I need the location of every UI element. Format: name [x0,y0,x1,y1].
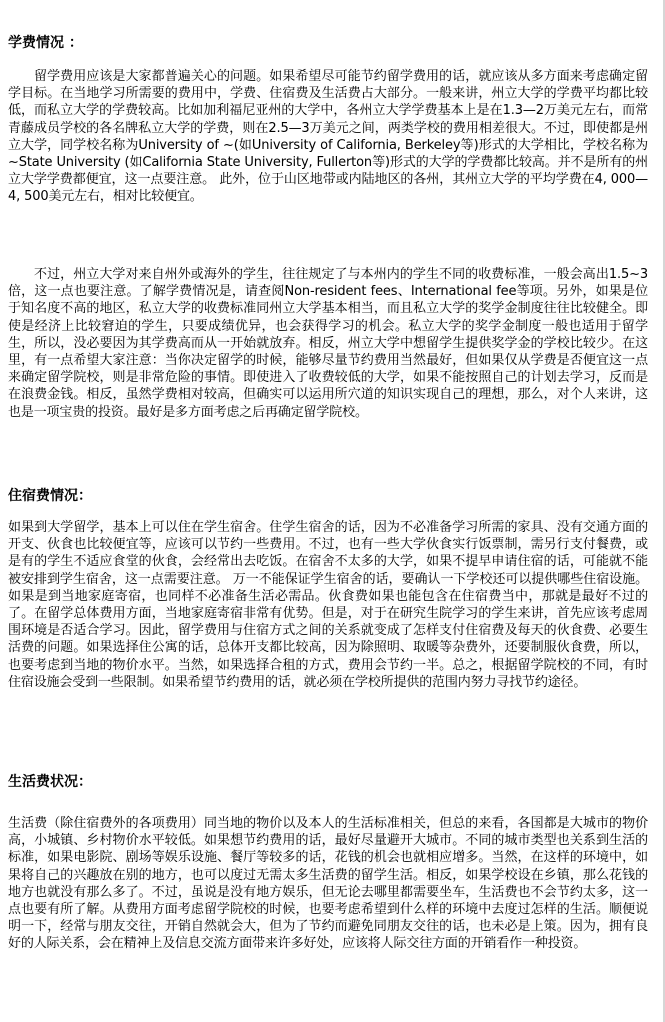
housing-paragraph: 如果到大学留学，基本上可以住在学生宿舍。住学生宿舍的话，因为不必准备学习所需的家具、没有交通方面的开支、伙食也比较便宜等，应该可以节约一些费用。不过，也有一些大学伙食实行饭票制，需另行支付餐费，或是有的学生不适应食堂的伙食，会经常出去吃饭。在宿舍不太多的大学，如果不提早申请住宿的话，可能就不能被安排到学生宿舍，这一点需要注意。 万一不能保证学生宿舍的话，要确认一下学校还可以提供哪些住宿设施。如果是到当地家庭寄宿，也同样不必准备生活必需品。伙食费如果也能包含在住宿费当中，那就是最好不过的了。在留学总体费用方面，当地家庭寄宿非常有优势。但是，对于在研究生院学习的学生来讲，首先应该考虑周围环境是否适合学习。因此，留学费用与住宿方式之间的关系就变成了怎样支付住宿费及每天的伙食费、必要生活费的问题。如果选择住公寓的话，总体开支都比较高，因为除照明、取暖等杂费外，还要制服伙食费，所以，也要考虑到当地的物价水平。当然，如果选择合租的方式，费用会节约一半。总之，根据留学院校的不同，有时住宿设施会受到一些限制。如果希望节约费用的话，就必须在学校所提供的范围内努力寻找节约途径。 [8,520,648,690]
tuition-heading: 学费情况 ： [8,35,83,51]
living-paragraph: 生活费（除住宿费外的各项费用）同当地的物价以及本人的生活标准相关，但总的来看，各国都是大城市的物价高，小城镇、乡村物价水平较低。如果想节约费用的话，最好尽量避开大城市。不同的城市类型也关系到生活的标准，如果电影院、剧场等娱乐设施、餐厅等较多的话，花钱的机会也就相应增多。当然，在这样的环境中，如果将自己的兴趣放在别的地方，也可以度过无需太多生活费的留学生活。相反，如果学校设在乡镇，那么花钱的地方也就没有那么多了。不过，虽说是没有地方娱乐，但无论去哪里都需要坐车，生活费也不会节约太多，这一点也要有所了解。从费用方面考虑留学院校的时候，也要考虑希望到什么样的环境中去度过怎样的生活。顺便说明一下，经常与朋友交往，开销自然就会大，但为了节约而避免同朋友交往的话，也未必是上策。因为，拥有良好的人际关系，会在精神上及信息交流方面带来许多好处，应该将人际交往方面的开销看作一种投资。 [8,816,648,952]
tuition-paragraph-1: 留学费用应该是大家都普遍关心的问题。如果希望尽可能节约留学费用的话，就应该从多方面来考虑确定留学目标。在当地学习所需要的费用中，学费、住宿费及生活费占大部分。一般来讲，州立大学的学费平均都比较低，而私立大学的学费较高。比如加利福尼亚州的大学中，各州立大学学费基本上是在1.3—2万美元左右，而常青藤成员学校的各名牌私立大学的学费，则在2.5—3万美元之间，两类学校的费用相差很大。不过，即使都是州立大学，同学校名称为University of ~(如University of California, Berkeley等)形式的大学相比，学校名称为~State University (如California State University, Fullerton等)形式的大学的学费都比较高。并不是所有的州立大学学费都便宜，这一点要注意。 此外，位于山区地带或内陆地区的各州，其州立大学的平均学费在4, 000—4, 500美元左右，相对比较便宜。 [8,69,648,205]
living-heading: 生活费状况： [8,774,92,790]
housing-heading: 住宿费情况： [8,488,92,504]
tuition-paragraph-2: 不过，州立大学对来自州外或海外的学生，往往规定了与本州内的学生不同的收费标准，一般会高出1.5~3倍，这一点也要注意。了解学费情况是，请查阅Non-resident fees、International fee等项。另外，如果是位于知名度不高的地区，私立大学的收费标准同州立大学基本相当，而且私立大学的奖学金制度往往比较健全。即使是经济上比较窘迫的学生，只要成绩优异，也会获得学习的机会。私立大学的奖学金制度一般也适用于留学生，所以，没必要因为其学费高而从一开始就放弃。相反，州立大学中想留学生提供奖学金的学校比较少。在这里，有一点希望大家注意：当你决定留学的时候，能够尽量节约费用当然最好，但如果仅从学费是否便宜这一点来确定留学院校，则是非常危险的事情。即使进入了收费较低的大学，如果不能按照自己的计划去学习，反而是在浪费金钱。相反，虽然学费相对较高，但确实可以运用所穴道的知识实现自己的理想，那么，对个人来讲，这也是一项宝贵的投资。最好是多方面考虑之后再确定留学院校。 [8,267,648,420]
